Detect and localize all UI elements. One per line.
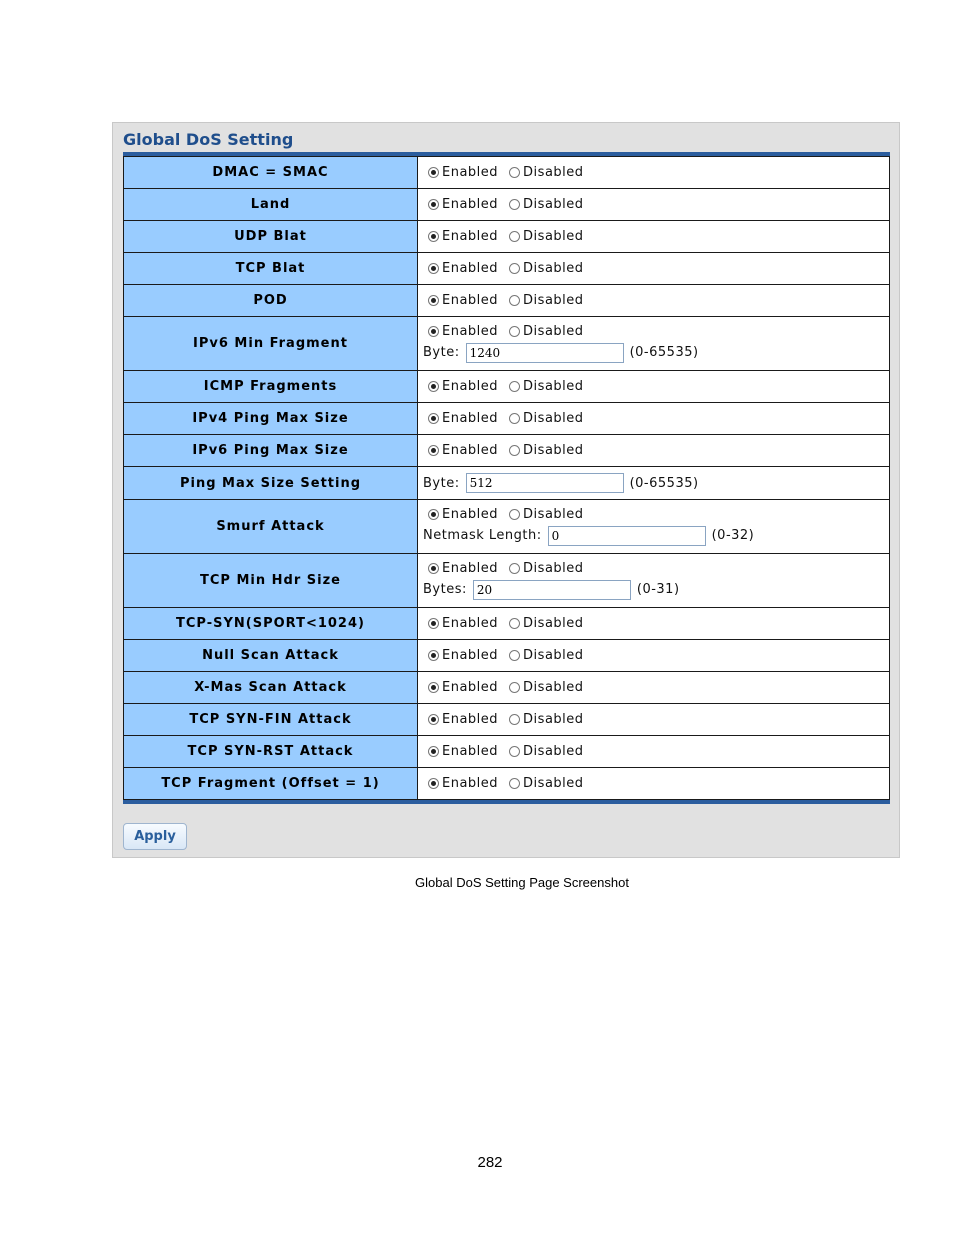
disabled-label: Disabled (523, 712, 584, 727)
row-label-smurf-attack: Smurf Attack (124, 500, 418, 554)
row-label-tcp-syn-rst-attack: TCP SYN-RST Attack (124, 736, 418, 768)
row-value-smurf-attack (418, 500, 890, 554)
tcp-min-hdr-size-input[interactable] (473, 580, 631, 600)
global-dos-setting-panel (112, 122, 900, 858)
table-row (124, 608, 890, 640)
table-row (124, 672, 890, 704)
input-label: Byte: (423, 475, 460, 491)
table-row (124, 640, 890, 672)
disabled-label: Disabled (523, 443, 584, 458)
radio-group (423, 647, 889, 665)
disabled-radio[interactable] (509, 381, 520, 392)
enabled-radio[interactable] (428, 263, 439, 274)
row-value-null-scan-attack (418, 640, 890, 672)
row-value-icmp-fragments (418, 371, 890, 403)
radio-group (423, 679, 889, 697)
range-hint: (0-65535) (629, 345, 699, 360)
input-line (423, 524, 889, 548)
enabled-label: Enabled (442, 379, 499, 394)
row-label-pod: POD (124, 285, 418, 317)
row-label-dmac-smac: DMAC = SMAC (124, 157, 418, 189)
row-value-udp-blat (418, 221, 890, 253)
disabled-label: Disabled (523, 616, 584, 631)
radio-group (423, 323, 889, 341)
enabled-radio[interactable] (428, 231, 439, 242)
disabled-radio[interactable] (509, 650, 520, 661)
enabled-radio[interactable] (428, 714, 439, 725)
row-value-land (418, 189, 890, 221)
table-row (124, 500, 890, 554)
disabled-label: Disabled (523, 229, 584, 244)
table-row (124, 736, 890, 768)
enabled-label: Enabled (442, 229, 499, 244)
row-value-ping-max-size-setting (418, 467, 890, 500)
row-label-tcp-blat: TCP Blat (124, 253, 418, 285)
enabled-radio[interactable] (428, 295, 439, 306)
disabled-label: Disabled (523, 648, 584, 663)
table-row (124, 371, 890, 403)
disabled-radio[interactable] (509, 295, 520, 306)
enabled-radio[interactable] (428, 746, 439, 757)
table-row (124, 189, 890, 221)
enabled-radio[interactable] (428, 509, 439, 520)
row-value-ipv6-ping-max-size (418, 435, 890, 467)
disabled-radio[interactable] (509, 618, 520, 629)
enabled-radio[interactable] (428, 413, 439, 424)
row-label-ipv6-min-fragment: IPv6 Min Fragment (124, 317, 418, 371)
radio-group (423, 228, 889, 246)
enabled-label: Enabled (442, 776, 499, 791)
input-line (423, 341, 889, 365)
table-row (124, 435, 890, 467)
enabled-radio[interactable] (428, 778, 439, 789)
disabled-radio[interactable] (509, 563, 520, 574)
disabled-radio[interactable] (509, 263, 520, 274)
disabled-radio[interactable] (509, 445, 520, 456)
row-label-udp-blat: UDP Blat (124, 221, 418, 253)
table-row (124, 467, 890, 500)
row-value-tcp-syn-fin-attack (418, 704, 890, 736)
disabled-label: Disabled (523, 293, 584, 308)
disabled-radio[interactable] (509, 746, 520, 757)
table-row (124, 403, 890, 435)
input-label: Byte: (423, 345, 460, 360)
radio-group (423, 743, 889, 761)
disabled-radio[interactable] (509, 509, 520, 520)
row-label-tcp-syn-sport-1024: TCP-SYN(SPORT<1024) (124, 608, 418, 640)
range-hint: (0-65535) (629, 475, 699, 491)
table-row (124, 704, 890, 736)
enabled-radio[interactable] (428, 445, 439, 456)
enabled-radio[interactable] (428, 199, 439, 210)
enabled-label: Enabled (442, 744, 499, 759)
dos-settings-table (123, 152, 890, 804)
enabled-radio[interactable] (428, 381, 439, 392)
enabled-label: Enabled (442, 261, 499, 276)
enabled-radio[interactable] (428, 563, 439, 574)
radio-group (423, 260, 889, 278)
enabled-label: Enabled (442, 680, 499, 695)
enabled-label: Enabled (442, 411, 499, 426)
disabled-radio[interactable] (509, 413, 520, 424)
radio-group (423, 196, 889, 214)
table-row (124, 157, 890, 189)
row-label-tcp-fragment-offset-1: TCP Fragment (Offset = 1) (124, 768, 418, 800)
apply-button[interactable]: Apply (123, 823, 187, 850)
row-value-x-mas-scan-attack (418, 672, 890, 704)
enabled-label: Enabled (442, 616, 499, 631)
radio-group (423, 615, 889, 633)
enabled-radio[interactable] (428, 326, 439, 337)
disabled-radio[interactable] (509, 326, 520, 337)
disabled-label: Disabled (523, 379, 584, 394)
disabled-label: Disabled (523, 561, 584, 576)
disabled-label: Disabled (523, 744, 584, 759)
row-label-null-scan-attack: Null Scan Attack (124, 640, 418, 672)
row-value-tcp-blat (418, 253, 890, 285)
range-hint: (0-32) (711, 528, 755, 543)
disabled-label: Disabled (523, 411, 584, 426)
enabled-label: Enabled (442, 293, 499, 308)
enabled-radio[interactable] (428, 682, 439, 693)
table-row (124, 253, 890, 285)
disabled-label: Disabled (523, 261, 584, 276)
table-row (124, 768, 890, 800)
panel-title: Global DoS Setting (123, 130, 294, 149)
enabled-radio[interactable] (428, 618, 439, 629)
radio-group (423, 560, 889, 578)
enabled-label: Enabled (442, 648, 499, 663)
radio-group (423, 378, 889, 396)
range-hint: (0-31) (636, 582, 680, 597)
row-label-ipv4-ping-max-size: IPv4 Ping Max Size (124, 403, 418, 435)
disabled-label: Disabled (523, 680, 584, 695)
row-value-tcp-syn-rst-attack (418, 736, 890, 768)
row-label-land: Land (124, 189, 418, 221)
disabled-radio[interactable] (509, 199, 520, 210)
row-value-tcp-min-hdr-size (418, 554, 890, 608)
radio-group (423, 506, 889, 524)
enabled-label: Enabled (442, 197, 499, 212)
row-label-x-mas-scan-attack: X-Mas Scan Attack (124, 672, 418, 704)
disabled-radio[interactable] (509, 714, 520, 725)
radio-group (423, 410, 889, 428)
input-line (423, 471, 889, 495)
row-value-tcp-fragment-offset-1 (418, 768, 890, 800)
radio-group (423, 164, 889, 182)
disabled-radio[interactable] (509, 682, 520, 693)
smurf-attack-input[interactable] (548, 526, 706, 546)
enabled-label: Enabled (442, 712, 499, 727)
enabled-radio[interactable] (428, 167, 439, 178)
ipv6-min-fragment-input[interactable] (466, 343, 624, 363)
row-value-ipv4-ping-max-size (418, 403, 890, 435)
disabled-label: Disabled (523, 324, 584, 339)
radio-group (423, 292, 889, 310)
disabled-label: Disabled (523, 776, 584, 791)
ping-max-size-setting-input[interactable] (466, 473, 624, 493)
row-value-dmac-smac (418, 157, 890, 189)
enabled-label: Enabled (442, 165, 499, 180)
enabled-label: Enabled (442, 443, 499, 458)
row-label-icmp-fragments: ICMP Fragments (124, 371, 418, 403)
table-row (124, 554, 890, 608)
disabled-label: Disabled (523, 165, 584, 180)
row-label-ipv6-ping-max-size: IPv6 Ping Max Size (124, 435, 418, 467)
radio-group (423, 775, 889, 793)
page-number: 282 (477, 1154, 503, 1171)
row-value-ipv6-min-fragment (418, 317, 890, 371)
disabled-radio[interactable] (509, 231, 520, 242)
row-value-tcp-syn-sport-1024 (418, 608, 890, 640)
row-value-pod (418, 285, 890, 317)
enabled-label: Enabled (442, 324, 499, 339)
enabled-label: Enabled (442, 561, 499, 576)
input-label: Netmask Length: (423, 528, 542, 543)
input-line (423, 578, 889, 602)
disabled-radio[interactable] (509, 167, 520, 178)
radio-group (423, 442, 889, 460)
enabled-radio[interactable] (428, 650, 439, 661)
disabled-radio[interactable] (509, 778, 520, 789)
row-label-ping-max-size-setting: Ping Max Size Setting (124, 467, 418, 500)
row-label-tcp-min-hdr-size: TCP Min Hdr Size (124, 554, 418, 608)
disabled-label: Disabled (523, 197, 584, 212)
row-label-tcp-syn-fin-attack: TCP SYN-FIN Attack (124, 704, 418, 736)
table-row (124, 317, 890, 371)
enabled-label: Enabled (442, 507, 499, 522)
input-label: Bytes: (423, 582, 467, 597)
table-row (124, 285, 890, 317)
radio-group (423, 711, 889, 729)
figure-caption: Global DoS Setting Page Screenshot (415, 875, 629, 890)
table-row (124, 221, 890, 253)
disabled-label: Disabled (523, 507, 584, 522)
